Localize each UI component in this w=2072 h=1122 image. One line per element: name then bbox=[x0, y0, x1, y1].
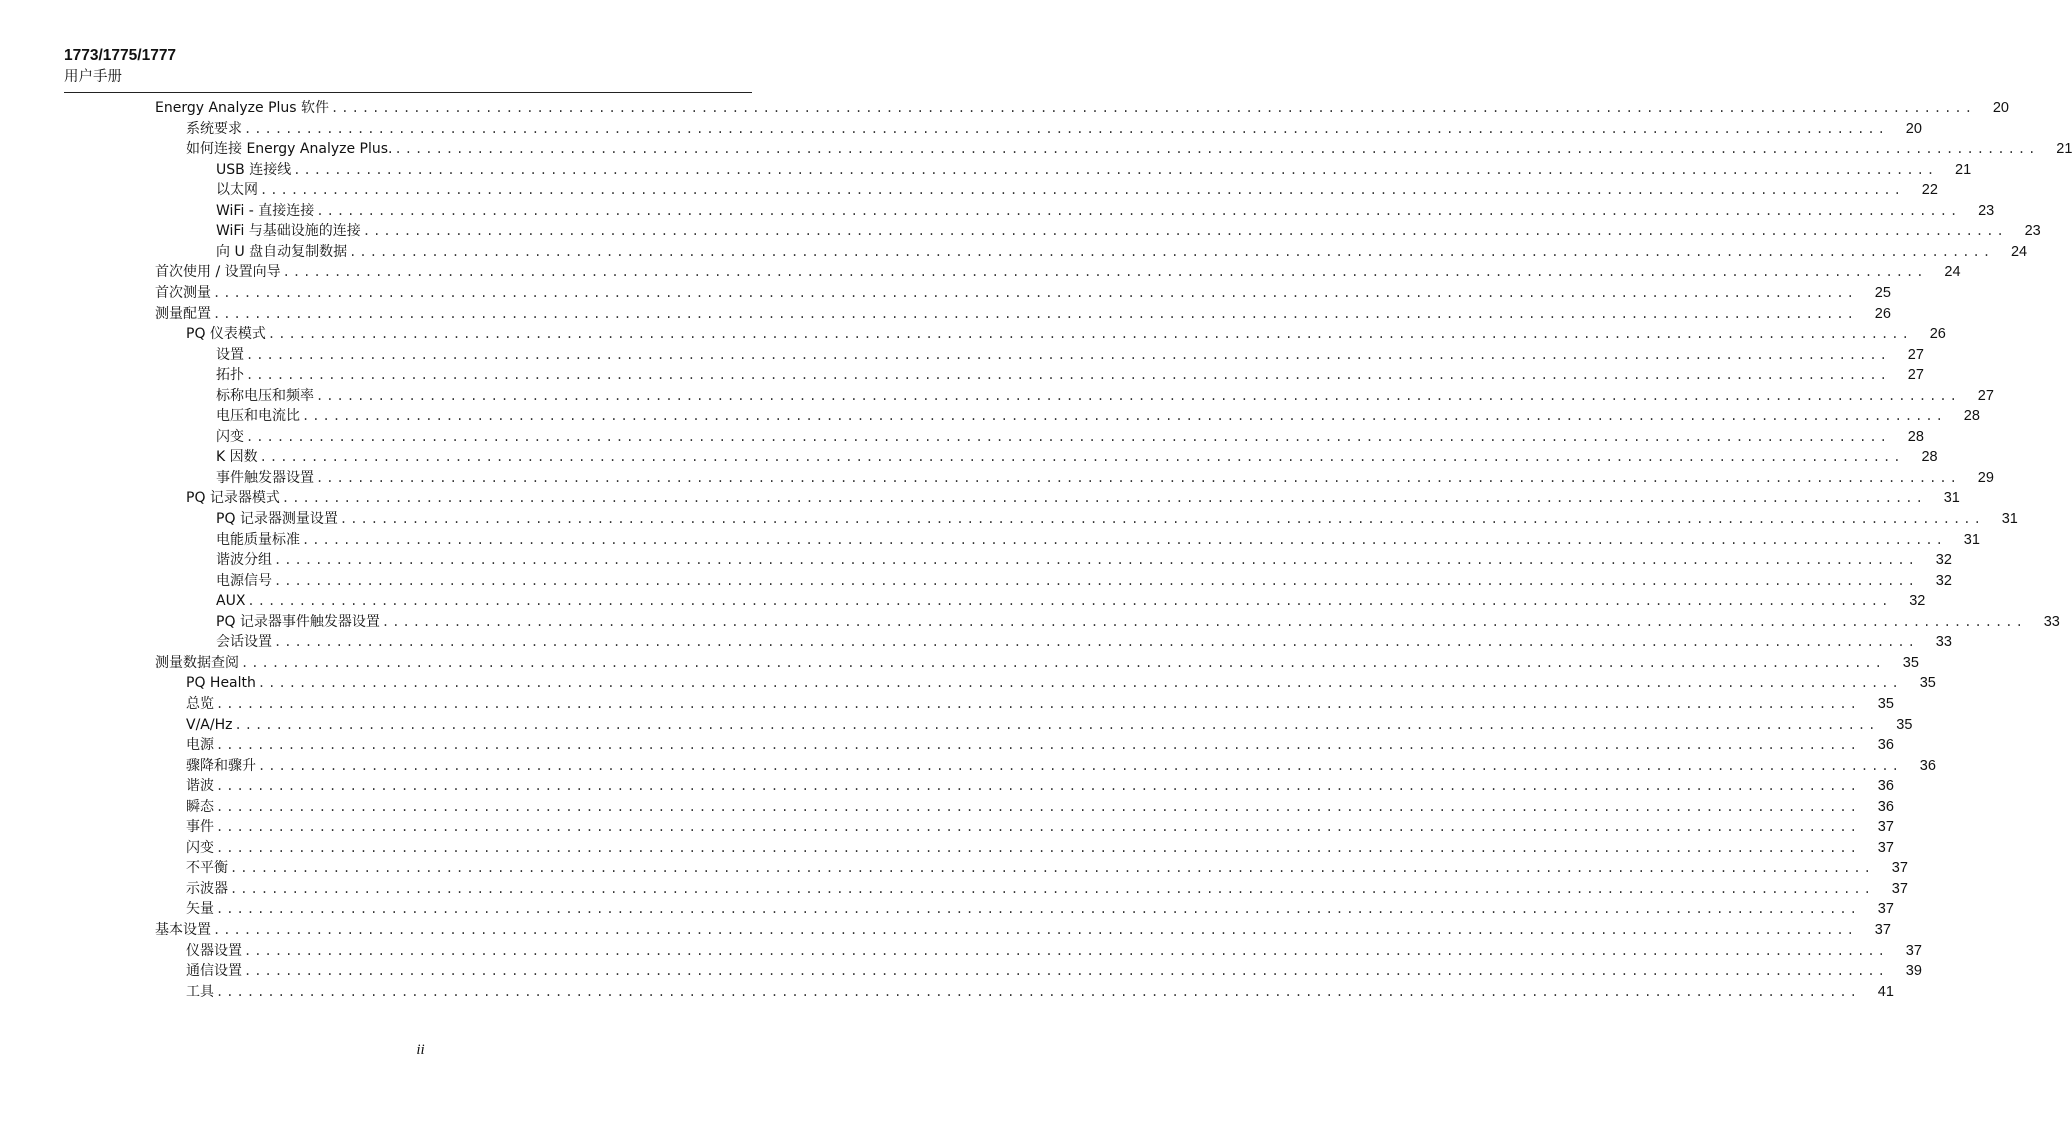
dot-leader: ................................................................................................................................................................ bbox=[230, 881, 1874, 896]
toc-entry[interactable] bbox=[186, 961, 1922, 981]
toc-entry-page: 21 bbox=[1955, 161, 1972, 178]
toc-entry[interactable] bbox=[186, 879, 1908, 899]
dot-leader: ................................................................................................................................................................ bbox=[216, 738, 1860, 753]
dot-leader: ................................................................................................................................................................ bbox=[274, 553, 1918, 568]
toc-entry-page: 39 bbox=[1905, 963, 1922, 980]
dot-leader: ................................................................................................................................................................ bbox=[244, 943, 1888, 958]
toc-entry-title: 电源 bbox=[186, 737, 214, 754]
toc-entry-title: 闪变 bbox=[216, 428, 244, 445]
toc-entry[interactable] bbox=[216, 571, 1952, 591]
toc-entry[interactable] bbox=[186, 899, 1894, 919]
toc-entry[interactable] bbox=[186, 735, 1894, 755]
toc-entry-page: 36 bbox=[1877, 778, 1894, 795]
dot-leader: ................................................................................................................................................................ bbox=[241, 655, 1885, 670]
toc-entry-page: 28 bbox=[1907, 428, 1924, 445]
dot-leader: ................................................................................................................................................................ bbox=[259, 450, 1904, 465]
toc-entry-title: 总览 bbox=[186, 695, 214, 712]
toc-entry-page: 28 bbox=[1963, 408, 1980, 425]
toc-entry-title: 如何连接 Energy Analyze Plus. bbox=[186, 141, 393, 158]
toc-entry-page: 27 bbox=[1977, 387, 1994, 404]
dot-leader: ................................................................................................................................................................ bbox=[257, 676, 1902, 691]
toc-entry-title: 闪变 bbox=[186, 839, 214, 856]
toc-entry[interactable] bbox=[186, 139, 2072, 159]
toc-entry-page: 37 bbox=[1877, 839, 1894, 856]
toc-entry[interactable] bbox=[216, 386, 1994, 406]
toc-entry-title: Energy Analyze Plus 软件 bbox=[155, 100, 330, 116]
toc-entry-page: 37 bbox=[1905, 942, 1922, 959]
dot-leader: ................................................................................................................................................................ bbox=[246, 368, 1890, 383]
toc-entry[interactable] bbox=[186, 776, 1894, 796]
toc-entry-title: 以太网 bbox=[216, 182, 258, 199]
toc-entry-title: 测量配置 bbox=[155, 305, 211, 322]
toc-entry-title: K 因数 bbox=[216, 449, 258, 466]
toc-entry-title: USB 连接线 bbox=[216, 161, 292, 178]
toc-entry[interactable] bbox=[155, 920, 1891, 940]
toc-entry-page: 37 bbox=[1874, 922, 1891, 938]
toc-entry-title: 矢量 bbox=[186, 901, 214, 918]
toc-entry-page: 27 bbox=[1907, 367, 1924, 384]
toc-entry-title: 电能质量标准 bbox=[216, 531, 300, 548]
toc-entry[interactable] bbox=[216, 345, 1924, 365]
toc-entry-page: 29 bbox=[1977, 469, 1994, 486]
toc-entry[interactable] bbox=[155, 262, 1961, 282]
toc-entry[interactable] bbox=[216, 509, 2018, 529]
toc-entry-page: 35 bbox=[1877, 695, 1894, 712]
page-number: ii bbox=[416, 1042, 425, 1058]
toc-entry[interactable] bbox=[216, 201, 1995, 221]
toc-entry-title: 仪器设置 bbox=[186, 942, 242, 959]
toc-entry[interactable] bbox=[186, 119, 1922, 139]
toc-entry-page: 28 bbox=[1921, 449, 1938, 466]
manual-title: 用户手册 bbox=[64, 69, 122, 85]
toc-entry-page: 36 bbox=[1877, 798, 1894, 815]
toc-entry-page: 36 bbox=[1919, 757, 1936, 774]
toc-entry-page: 20 bbox=[1905, 120, 1922, 137]
toc-entry-title: WiFi 与基础设施的连接 bbox=[216, 223, 361, 240]
toc-entry-title: 标称电压和频率 bbox=[216, 387, 314, 404]
dot-leader: ................................................................................................................................................................ bbox=[282, 265, 1927, 280]
toc-entry-page: 35 bbox=[1902, 654, 1919, 671]
toc-entry-title: 事件 bbox=[186, 819, 214, 836]
toc-entry[interactable] bbox=[216, 632, 1952, 652]
toc-entry[interactable] bbox=[186, 817, 1894, 837]
toc-entry-page: 23 bbox=[2024, 223, 2041, 240]
header-divider bbox=[64, 92, 752, 93]
toc-entry-page: 24 bbox=[1944, 264, 1961, 281]
toc-entry[interactable] bbox=[216, 365, 1924, 385]
dot-leader: ................................................................................................................................................................ bbox=[349, 244, 1994, 259]
toc-entry-title: 会话设置 bbox=[216, 634, 272, 651]
dot-leader: ................................................................................................................................................................ bbox=[213, 923, 1857, 937]
toc-entry-title: 基本设置 bbox=[155, 922, 211, 938]
dot-leader: ................................................................................................................................................................ bbox=[216, 799, 1860, 814]
dot-leader: ................................................................................................................................................................ bbox=[293, 162, 1938, 177]
toc-entry[interactable] bbox=[186, 982, 1894, 1002]
toc-entry-title: 事件触发器设置 bbox=[216, 469, 314, 486]
dot-leader: ................................................................................................................................................................ bbox=[302, 409, 1946, 424]
toc-entry-title: 首次测量 bbox=[155, 284, 211, 301]
toc-entry-title: PQ 仪表模式 bbox=[186, 326, 266, 343]
toc-entry[interactable] bbox=[216, 180, 1938, 200]
dot-leader: ................................................................................................................................................................ bbox=[216, 696, 1860, 711]
toc-entry[interactable] bbox=[216, 406, 1980, 426]
toc-entry[interactable] bbox=[216, 427, 1924, 447]
toc-entry-page: 26 bbox=[1874, 305, 1891, 322]
toc-entry-page: 20 bbox=[1992, 100, 2009, 116]
dot-leader: ................................................................................................................................................................ bbox=[267, 327, 1912, 342]
toc-entry-title: 系统要求 bbox=[186, 120, 242, 137]
toc-entry[interactable] bbox=[155, 283, 1891, 303]
toc-entry[interactable] bbox=[216, 550, 1952, 570]
toc-entry-page: 33 bbox=[1935, 634, 1952, 651]
toc-entry-title: PQ Health bbox=[186, 675, 256, 692]
dot-leader: ................................................................................................................................................................ bbox=[260, 183, 1904, 198]
toc-entry-page: 37 bbox=[1877, 901, 1894, 918]
toc-entry-title: 拓扑 bbox=[216, 367, 244, 384]
toc-entry-page: 31 bbox=[2001, 511, 2018, 527]
toc-entry-page: 26 bbox=[1929, 326, 1946, 343]
toc-entry[interactable] bbox=[186, 488, 1960, 508]
toc-entry-title: 测量数据查阅 bbox=[155, 654, 239, 671]
toc-entry[interactable] bbox=[216, 160, 1972, 180]
toc-entry[interactable] bbox=[186, 756, 1936, 776]
toc-entry-title: 首次使用 / 设置向导 bbox=[155, 264, 281, 281]
toc-entry-title: 电压和电流比 bbox=[216, 408, 300, 425]
toc-entry[interactable] bbox=[186, 838, 1894, 858]
toc-entry-page: 37 bbox=[1877, 819, 1894, 836]
toc-entry-page: 23 bbox=[1978, 202, 1995, 219]
toc-entry[interactable] bbox=[186, 694, 1894, 714]
toc-entry[interactable] bbox=[155, 653, 1919, 673]
toc-entry-title: 谐波分组 bbox=[216, 552, 272, 569]
toc-entry[interactable] bbox=[186, 858, 1908, 878]
toc-entry-page: 31 bbox=[1963, 531, 1980, 548]
toc-entry[interactable] bbox=[216, 221, 2041, 241]
toc-entry[interactable] bbox=[186, 673, 1936, 693]
toc-entry[interactable] bbox=[216, 468, 1994, 488]
dot-leader: ................................................................................................................................................................ bbox=[230, 861, 1874, 876]
dot-leader: ................................................................................................................................................................ bbox=[244, 121, 1888, 136]
dot-leader: ................................................................................................................................................................ bbox=[246, 347, 1890, 362]
toc-entry[interactable] bbox=[186, 324, 1946, 344]
toc-entry[interactable] bbox=[216, 242, 2028, 262]
dot-leader: ................................................................................................................................................................ bbox=[216, 840, 1860, 855]
toc-entry-page: 36 bbox=[1877, 737, 1894, 754]
dot-leader: ................................................................................................................................................................ bbox=[247, 594, 1892, 609]
dot-leader: ................................................................................................................................................................ bbox=[274, 635, 1918, 650]
toc-entry-title: PQ 记录器模式 bbox=[186, 490, 280, 507]
dot-leader: ................................................................................................................................................................ bbox=[394, 142, 2039, 157]
toc-entry-page: 32 bbox=[1935, 572, 1952, 589]
toc-entry[interactable] bbox=[186, 941, 1922, 961]
toc-entry[interactable] bbox=[155, 98, 2009, 118]
dot-leader: ................................................................................................................................................................ bbox=[216, 902, 1860, 917]
toc-entry-title: 向 U 盘自动复制数据 bbox=[216, 243, 348, 260]
toc-entry-title: 示波器 bbox=[186, 880, 228, 897]
dot-leader: ................................................................................................................................................................ bbox=[234, 717, 1879, 732]
dot-leader: ................................................................................................................................................................ bbox=[274, 573, 1918, 588]
dot-leader: ................................................................................................................................................................ bbox=[213, 306, 1857, 321]
toc-entry-page: 32 bbox=[1909, 593, 1926, 610]
toc-entry-page: 35 bbox=[1896, 716, 1913, 733]
toc-entry-title: 电源信号 bbox=[216, 572, 272, 589]
toc-entry[interactable] bbox=[186, 715, 1913, 735]
toc-entry-title: AUX bbox=[216, 593, 246, 610]
toc-entry[interactable] bbox=[216, 447, 1938, 467]
toc-entry-page: 35 bbox=[1919, 675, 1936, 692]
dot-leader: ................................................................................................................................................................ bbox=[213, 285, 1857, 300]
toc-entry-page: 31 bbox=[1943, 490, 1960, 507]
dot-leader: ................................................................................................................................................................ bbox=[302, 532, 1946, 547]
dot-leader: ................................................................................................................................................................ bbox=[281, 491, 1926, 506]
toc-entry[interactable] bbox=[216, 591, 1926, 611]
dot-leader: ................................................................................................................................................................ bbox=[362, 224, 2007, 239]
toc-entry-page: 37 bbox=[1891, 860, 1908, 877]
dot-leader: ................................................................................................................................................................ bbox=[244, 964, 1888, 979]
dot-leader: ................................................................................................................................................................ bbox=[381, 614, 2026, 629]
toc-entry-title: PQ 记录器测量设置 bbox=[216, 511, 338, 527]
dot-leader: ................................................................................................................................................................ bbox=[339, 512, 1984, 526]
dot-leader: ................................................................................................................................................................ bbox=[316, 388, 1960, 403]
toc-entry-page: 33 bbox=[2043, 613, 2060, 630]
dot-leader: ................................................................................................................................................................ bbox=[316, 203, 1961, 218]
toc-entry-page: 41 bbox=[1877, 983, 1894, 1000]
toc-entry-page: 22 bbox=[1921, 182, 1938, 199]
toc-entry-title: 设置 bbox=[216, 346, 244, 363]
toc-entry[interactable] bbox=[155, 304, 1891, 324]
product-model: 1773/1775/1777 bbox=[64, 47, 177, 64]
toc-entry-page: 27 bbox=[1907, 346, 1924, 363]
toc-entry-page: 25 bbox=[1874, 284, 1891, 301]
page-header bbox=[64, 46, 752, 87]
toc-entry-title: 不平衡 bbox=[186, 860, 228, 877]
toc-entry-page: 37 bbox=[1891, 880, 1908, 897]
toc-entry-title: 骤降和骤升 bbox=[186, 757, 256, 774]
dot-leader: ................................................................................................................................................................ bbox=[246, 429, 1890, 444]
toc-entry-page: 24 bbox=[2010, 243, 2028, 260]
dot-leader: ................................................................................................................................................................ bbox=[216, 820, 1860, 835]
toc-entry-title: WiFi - 直接连接 bbox=[216, 202, 315, 219]
toc-entry-title: V/A/Hz bbox=[186, 716, 233, 733]
dot-leader: ................................................................................................................................................................ bbox=[216, 779, 1860, 794]
toc-entry-title: 工具 bbox=[186, 983, 214, 1000]
dot-leader: ................................................................................................................................................................ bbox=[258, 758, 1902, 773]
toc-entry-title: 通信设置 bbox=[186, 963, 242, 980]
toc-entry-title: 谐波 bbox=[186, 778, 214, 795]
toc-entry-title: 瞬态 bbox=[186, 798, 214, 815]
toc-entry-page: 21 bbox=[2056, 141, 2072, 158]
dot-leader: ................................................................................................................................................................ bbox=[216, 984, 1860, 999]
dot-leader: ................................................................................................................................................................ bbox=[316, 470, 1960, 485]
toc-entry-title: PQ 记录器事件触发器设置 bbox=[216, 613, 380, 630]
toc-entry[interactable] bbox=[186, 797, 1894, 817]
dot-leader: ................................................................................................................................................................ bbox=[331, 101, 1975, 115]
toc-entry[interactable] bbox=[216, 612, 2060, 632]
toc-entry-page: 32 bbox=[1935, 552, 1952, 569]
toc-entry[interactable] bbox=[216, 530, 1980, 550]
